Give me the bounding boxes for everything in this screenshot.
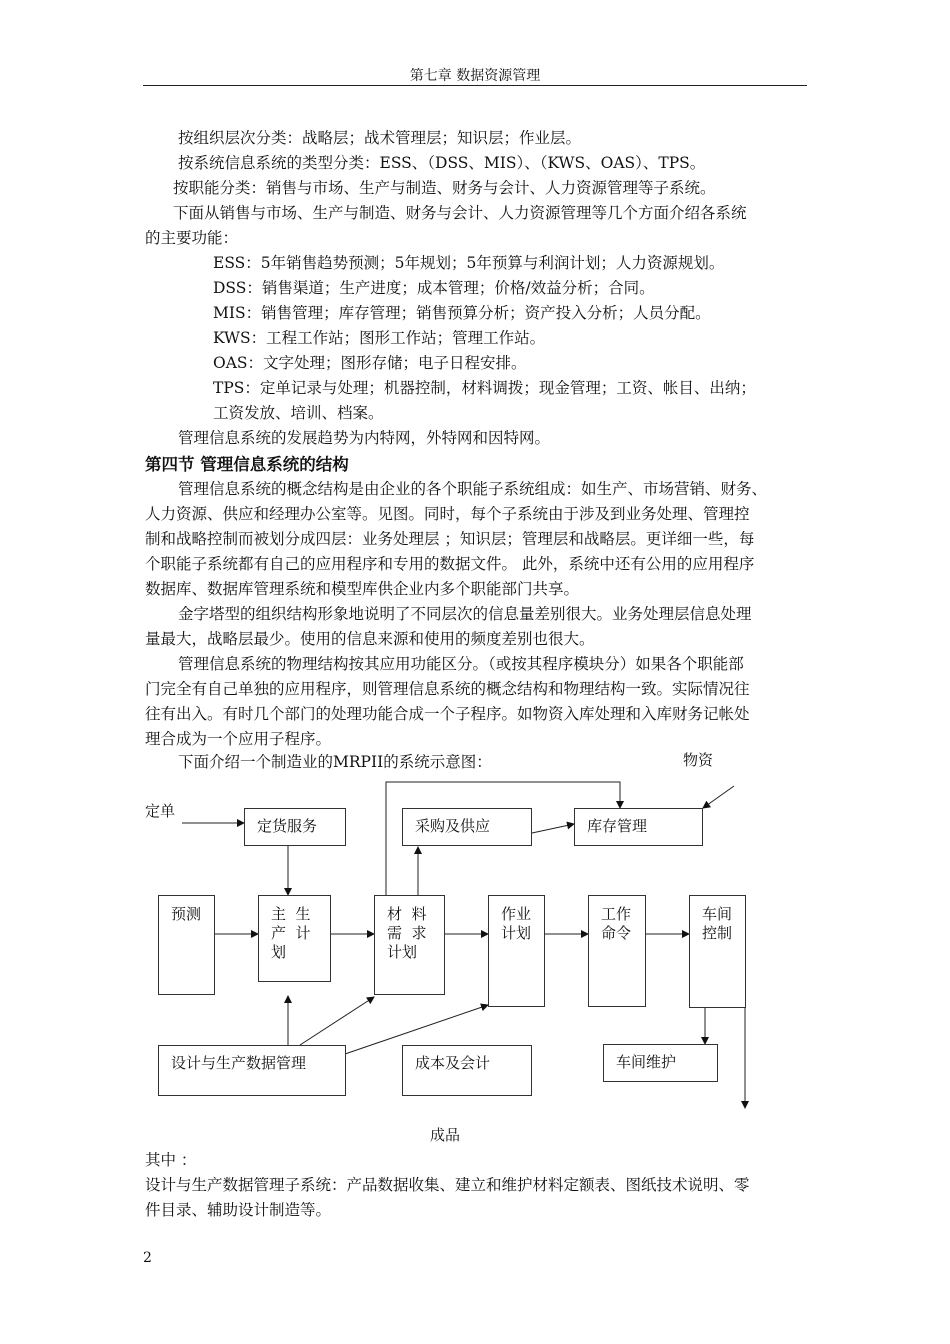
arrow-purchase-to-inventory [532, 824, 574, 833]
box-mrp: 材 料 需 求 计划 [374, 895, 445, 995]
text-line: 按系统信息系统的类型分类：ESS、（DSS、MIS）、（KWS、OAS）、TPS。 [178, 154, 706, 172]
box-order-service: 定货服务 [244, 808, 346, 846]
text-line: 其中 ： [145, 1151, 197, 1169]
page-number: 2 [143, 1250, 152, 1266]
page-header-title: 第七章 数据资源管理 [409, 68, 541, 84]
text-line: MIS：销售管理；库存管理；销售预算分析；资产投入分析；人员分配。 [213, 304, 711, 322]
text-line: 的主要功能： [145, 229, 239, 247]
box-forecast: 预测 [158, 895, 215, 995]
text-line: 制和战略控制而被划分成四层：业务处理层 ；知识层；管理层和战略层。更详细一些，每 [145, 530, 755, 548]
label-material: 物资 [683, 751, 714, 769]
text-line: 理合成为一个应用子程序。 [145, 730, 332, 748]
text-line: 件目录、辅助设计制造等。 [145, 1201, 332, 1219]
text-line: 管理信息系统的发展趋势为内特网，外特网和因特网。 [178, 429, 551, 447]
text-line: TPS：定单记录与处理；机器控制，材料调拨；现金管理；工资、帐目、出纳； [213, 379, 756, 397]
text-line: KWS：工程工作站；图形工作站；管理工作站。 [213, 329, 546, 347]
text-line: 金字塔型的组织结构形象地说明了不同层次的信息量差别很大。业务处理层信息处理 [178, 605, 752, 623]
text-line: 下面从销售与市场、生产与制造、财务与会计、人力资源管理等几个方面介绍各系统 [173, 204, 747, 222]
text-line: 设计与生产数据管理子系统：产品数据收集、建立和维护材料定额表、图纸技术说明、零 [145, 1176, 750, 1194]
label-order: 定单 [145, 802, 176, 820]
text-line: 个职能子系统都有自己的应用程序和专用的数据文件。 此外，系统中还有公用的应用程序 [145, 555, 755, 573]
text-line: 按职能分类：销售与市场、生产与制造、财务与会计、人力资源管理等子系统。 [173, 179, 716, 197]
label-product: 成品 [430, 1126, 461, 1144]
text-line: DSS：销售渠道；生产进度；成本管理；价格/效益分析；合同。 [213, 279, 655, 297]
text-line: 往有出入。有时几个部门的处理功能合成一个子程序。如物资入库处理和入库财务记帐处 [145, 705, 750, 723]
text-line: 管理信息系统的物理结构按其应用功能区分。（或按其程序模块分）如果各个职能部 [178, 655, 744, 673]
text-line: 管理信息系统的概念结构是由企业的各个职能子系统组成：如生产、市场营销、财务、 [178, 480, 768, 498]
text-line: 人力资源、供应和经理办公室等。见图。同时，每个子系统由于涉及到业务处理、管理控 [145, 505, 750, 523]
box-shop-maint: 车间维护 [603, 1044, 718, 1082]
text-line: 门完全有自己单独的应用程序，则管理信息系统的概念结构和物理结构一致。实际情况往 [145, 680, 750, 698]
box-purchase: 采购及供应 [402, 808, 532, 846]
box-work-order: 工作 命令 [588, 895, 646, 1007]
box-design-data: 设计与生产数据管理 [158, 1045, 346, 1096]
text-line: 数据库、数据库管理系统和模型库供企业内多个职能部门共享。 [145, 580, 580, 598]
box-cost: 成本及会计 [402, 1045, 532, 1096]
text-line: 按组织层次分类：战略层；战术管理层；知识层；作业层。 [178, 129, 582, 147]
text-line: OAS：文字处理；图形存储；电子日程安排。 [213, 354, 527, 372]
text-line: 工资发放、培训、档案。 [213, 404, 384, 422]
arrow-design-to-mrp [300, 997, 374, 1045]
box-shop-control: 车间 控制 [689, 895, 746, 1008]
box-mps: 主 生 产 计 划 [258, 895, 331, 982]
arrow-material-to-inventory [703, 786, 734, 808]
box-inventory: 库存管理 [574, 808, 703, 846]
box-job-plan: 作业 计划 [488, 895, 545, 1007]
text-line: 量最大，战略层最少。使用的信息来源和使用的频度差别也很大。 [145, 630, 595, 648]
text-line: 下面介绍一个制造业的MRPII的系统示意图： [178, 753, 492, 771]
text-line: ESS：5年销售趋势预测；5年规划；5年预算与利润计划；人力资源规划。 [213, 254, 725, 272]
section-heading: 第四节 管理信息系统的结构 [145, 455, 349, 474]
